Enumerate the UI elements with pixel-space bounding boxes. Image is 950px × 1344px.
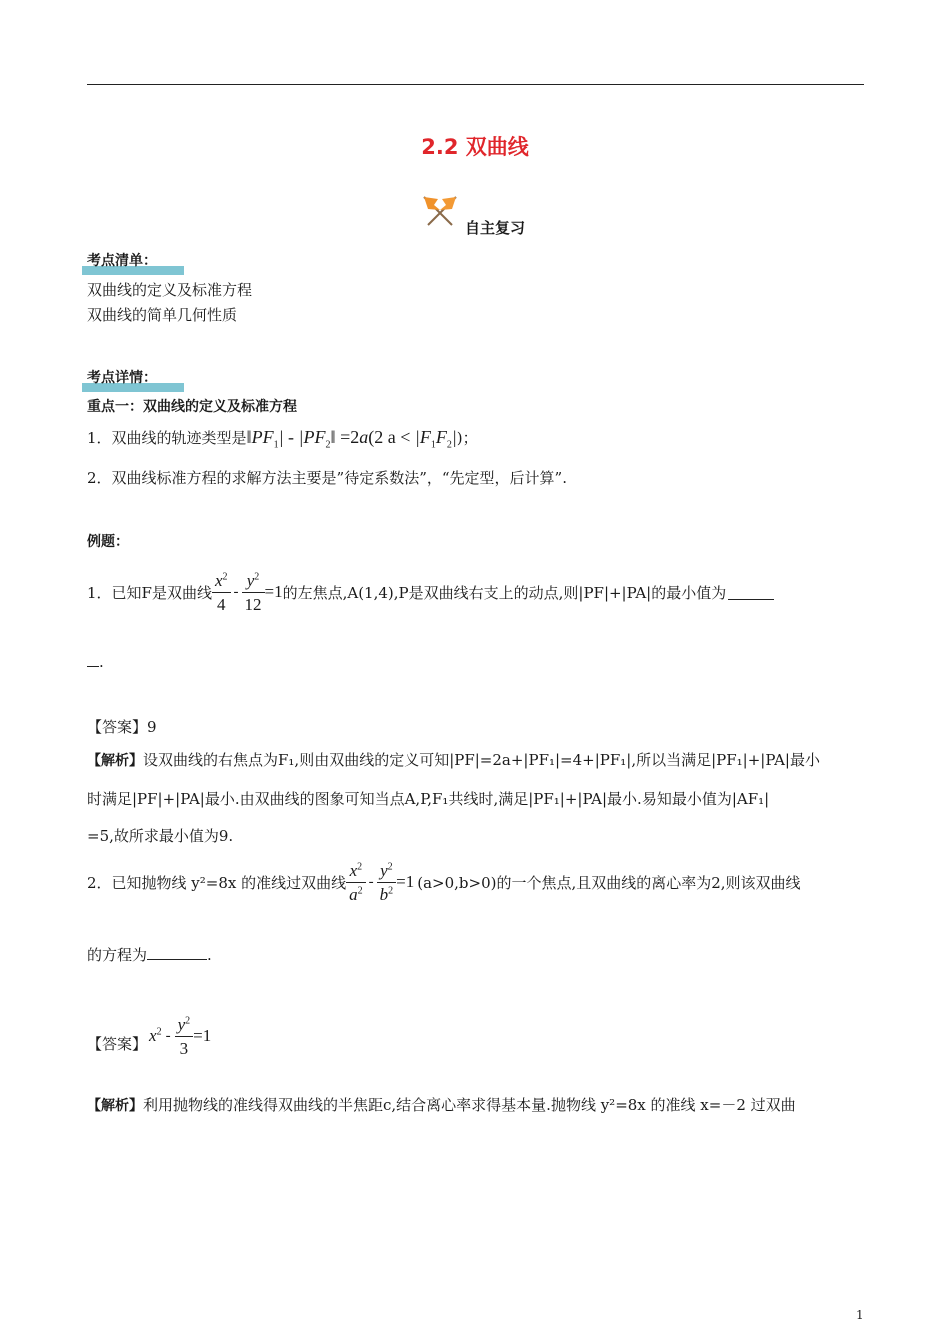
subheading: 重点一：双曲线的定义及标准方程 [87, 399, 297, 415]
page-number: 1 [856, 1308, 864, 1322]
question-1-tail: . [87, 652, 104, 671]
question-1: 1．已知F是双曲线 $\frac{x^2}{4}$ - $\frac{y^2}{12}$ =1 的左焦点,A(1,4),P是双曲线右支上的动点,则|PF|+|PA|的最小值为 [87, 562, 774, 622]
fraction: $\frac{x^2}{a^2}$ [346, 862, 366, 903]
page-title: 2.2 双曲线 [421, 135, 529, 159]
answer-blank [728, 585, 774, 600]
analysis-1-line-1: 【解析】设双曲线的右焦点为F₁,则由双曲线的定义可知|PF|=2a+|PF₁|=4+|PF₁|,所以当满足|PF₁|+|PA|最小 [87, 751, 820, 769]
section-heading: 考点详情： [87, 370, 157, 386]
analysis-1-line-3: =5,故所求最小值为9. [87, 827, 234, 845]
fraction: $\frac{x^2}{4}$ [212, 572, 231, 613]
answer-blank [147, 945, 207, 960]
fraction: $\frac{y^2}{b^2}$ [377, 862, 397, 903]
section-heading: 考点清单： [87, 253, 157, 269]
answer-1: 【答案】9 [87, 718, 157, 736]
list-item: 双曲线的简单几何性质 [87, 306, 238, 324]
paragraph-2: 2．双曲线标准方程的求解方法主要是”待定系数法”，“先定型，后计算”. [87, 469, 567, 487]
list-item: 双曲线的定义及标准方程 [87, 281, 253, 299]
analysis-1-line-2: 时满足|PF|+|PA|最小.由双曲线的图象可知当点A,P,F₁共线时,满足|PF₁|+|PA|最小.易知最小值为|AF₁| [87, 790, 770, 808]
fraction: $\frac{y^2}{3}$ [175, 1016, 194, 1057]
question-2: 2．已知抛物线 y²=8x 的准线过双曲线 $\frac{x^2}{a^2}$ - $\frac{y^2}{b^2}$ =1 (a>0,b>0)的一个焦点,且双曲线的离心率为2,则该双曲线 [87, 860, 801, 904]
crossed-flags-icon [418, 193, 462, 231]
fraction: $\frac{y^2}{12}$ [242, 572, 265, 613]
question-2-line-2: 的方程为 . [87, 946, 212, 964]
header-rule [87, 84, 864, 85]
examples-heading: 例题： [87, 534, 129, 550]
answer-blank [87, 652, 99, 667]
paragraph-1: 1．双曲线的轨迹类型是$‖PF_1|$ - $|PF_2‖ =2a(2$ $a < |F_1F_2|$)； [87, 427, 478, 451]
analysis-2-line-1: 【解析】利用抛物线的准线得双曲线的半焦距c,结合离心率求得基本量.抛物线 y²=8x 的准线 x=－2 过双曲 [87, 1096, 796, 1114]
badge-label: 自主复习 [465, 219, 526, 237]
answer-2: 【答案】 $x^2$ - $\frac{y^2}{3}$ =1 [87, 1014, 212, 1058]
